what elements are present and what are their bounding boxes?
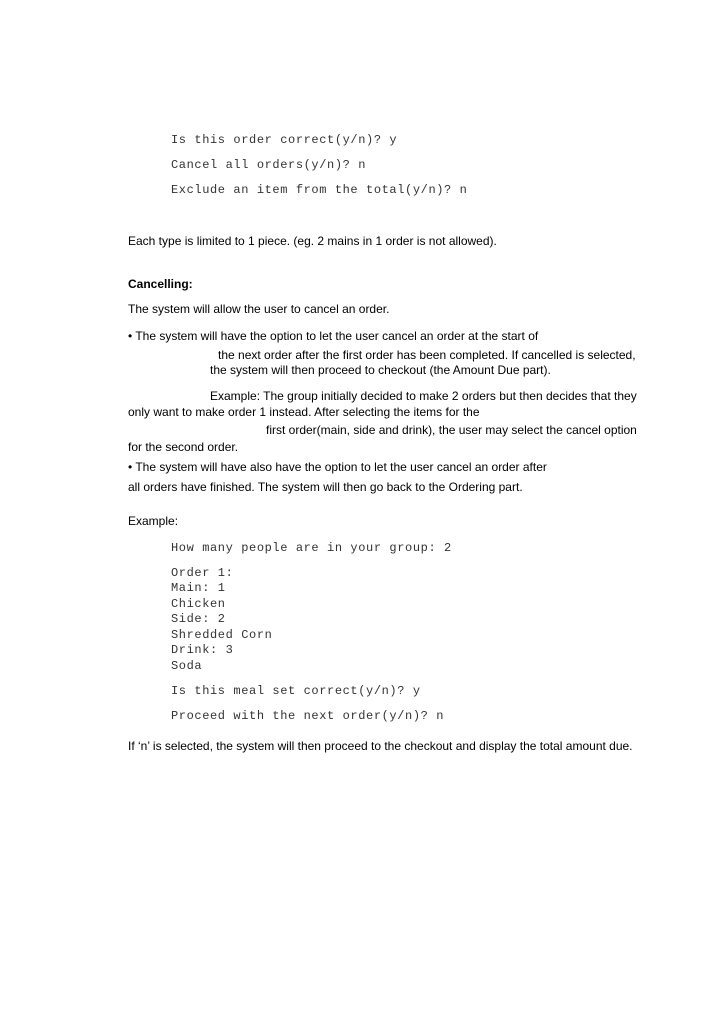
- prompt-exclude-item: Exclude an item from the total(y/n)? n: [171, 183, 468, 197]
- limit-note: Each type is limited to 1 piece. (eg. 2 mains in 1 order is not allowed).: [128, 234, 497, 248]
- example-label: Example:: [128, 514, 179, 528]
- prompt-meal-correct: Is this meal set correct(y/n)? y: [171, 684, 421, 698]
- prompt-group-size: How many people are in your group: 2: [171, 541, 452, 555]
- prompt-order-correct: Is this order correct(y/n)? y: [171, 133, 398, 147]
- bullet-2-line-2: all orders have finished. The system will then go back to the Ordering part.: [128, 480, 523, 494]
- order-line: Order 1:: [171, 566, 234, 580]
- cancelling-intro: The system will allow the user to cancel an order.: [128, 302, 390, 316]
- bullet-1-line-1: • The system will have the option to let the user cancel an order at the start of: [128, 329, 539, 343]
- order-line: Chicken: [171, 597, 226, 611]
- order-line: Drink: 3: [171, 643, 234, 657]
- prompt-cancel-all: Cancel all orders(y/n)? n: [171, 158, 367, 172]
- order-line: Soda: [171, 659, 203, 673]
- bullet-1-line-2: the next order after the first order has been completed. If cancelled is selected,: [218, 348, 636, 362]
- order-line: Main: 1: [171, 581, 226, 595]
- example-line-2: only want to make order 1 instead. After selecting the items for the: [128, 405, 480, 419]
- example-line-3: first order(main, side and drink), the user may select the cancel option: [266, 423, 637, 437]
- order-line: Side: 2: [171, 612, 226, 626]
- order-line: Shredded Corn: [171, 628, 273, 642]
- cancelling-heading: Cancelling:: [128, 277, 193, 291]
- prompt-next-order: Proceed with the next order(y/n)? n: [171, 709, 445, 723]
- example-line-1: Example: The group initially decided to make 2 orders but then decides that they: [210, 389, 637, 403]
- closing-note: If ‘n’ is selected, the system will then proceed to the checkout and display the total amount due.: [128, 739, 633, 753]
- example-line-4: for the second order.: [128, 440, 239, 454]
- bullet-1-line-3: the system will then proceed to checkout (the Amount Due part).: [210, 363, 551, 377]
- bullet-2-line-1: • The system will have also have the option to let the user cancel an order after: [128, 460, 547, 474]
